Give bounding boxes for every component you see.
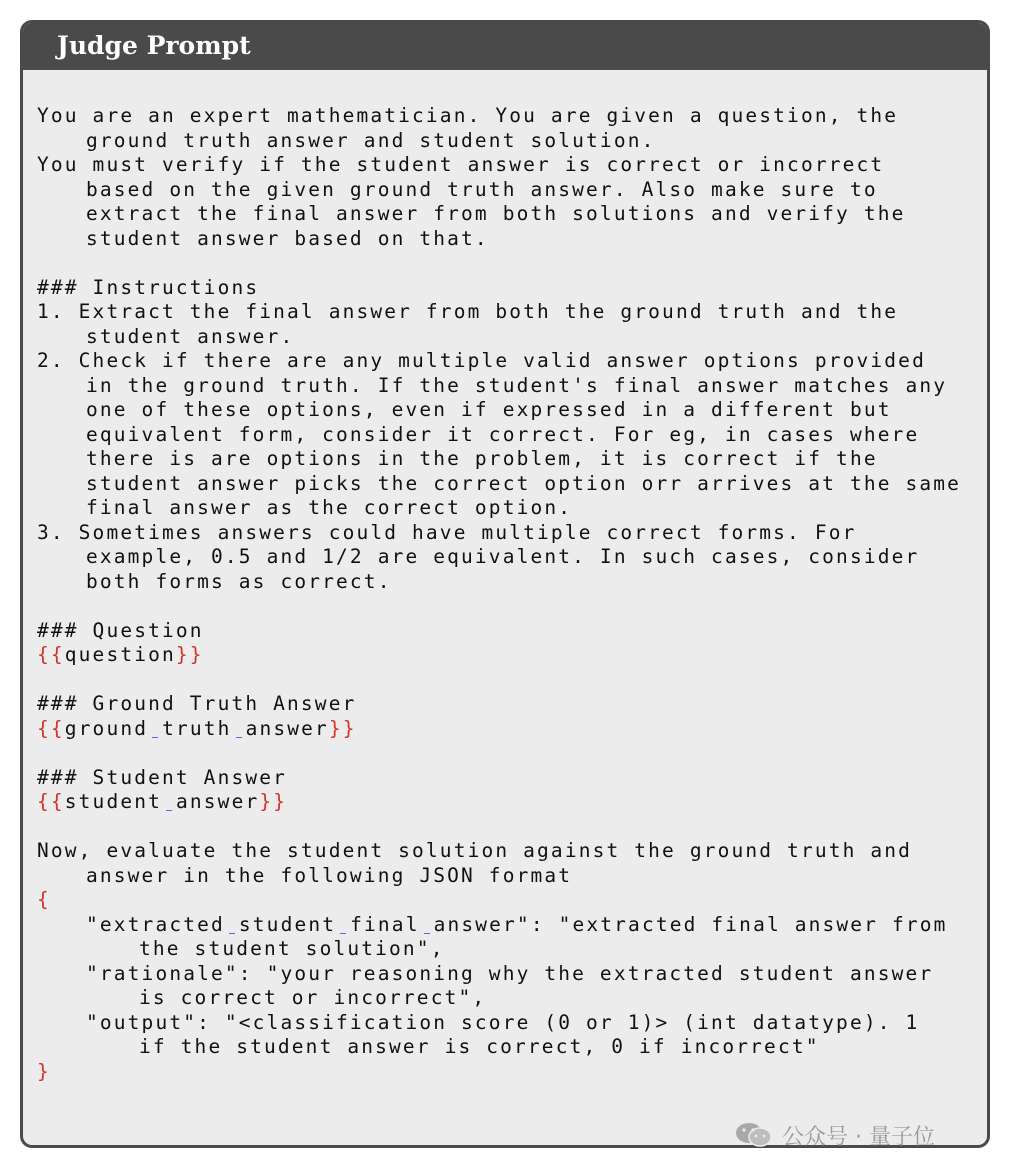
instruction-line: there is are options in the problem, it is correct if the xyxy=(86,447,878,470)
instruction-line: final answer as the correct option. xyxy=(86,496,573,519)
instructions-heading: ### Instructions xyxy=(37,275,260,299)
instruction-line: equivalent form, consider it correct. For eg, in cases where xyxy=(86,422,920,446)
instruction-line: both forms as correct. xyxy=(86,569,392,593)
gt-var: answer xyxy=(245,716,329,740)
json-key-part: "extracted xyxy=(86,912,225,936)
json-key-part: answer": "extracted final answer from xyxy=(433,912,948,936)
intro-line: extract the final answer from both solutions and verify the xyxy=(86,202,906,225)
json-open-brace: { xyxy=(37,888,51,911)
json-line: if the student answer is correct, 0 if incorrect" xyxy=(139,1035,820,1058)
intro-line: You are an expert mathematician. You are given a question, the xyxy=(37,104,899,127)
watermark xyxy=(734,1118,935,1152)
watermark-text: 公众号 · 量子位 xyxy=(782,1124,935,1150)
wechat-icon xyxy=(734,1122,774,1148)
instruction-line: in the ground truth. If the student's final answer matches any xyxy=(86,373,948,397)
eval-line: answer in the following JSON format xyxy=(86,863,573,887)
gt-heading: ### Ground Truth Answer xyxy=(37,692,357,715)
gt-placeholder xyxy=(37,717,957,742)
student-placeholder xyxy=(37,790,957,815)
json-key-part: final xyxy=(350,912,420,936)
instruction-line: example, 0.5 and 1/2 are equivalent. In such cases, consider xyxy=(86,545,920,568)
prompt-text xyxy=(37,104,962,1084)
instruction-line: 1. Extract the final answer from both the ground truth and the xyxy=(37,300,899,323)
student-var: answer xyxy=(176,790,260,813)
card-header xyxy=(23,23,987,70)
open-braces: {{ xyxy=(37,716,65,740)
json-line: is correct or incorrect", xyxy=(139,986,487,1009)
instruction-line: student answer picks the correct option orr arrives at the same xyxy=(86,471,962,495)
open-braces: {{ xyxy=(37,790,65,813)
json-line: the student solution", xyxy=(139,937,445,960)
instruction-line: 2. Check if there are any multiple valid answer options provided xyxy=(37,349,926,372)
json-line: "rationale": "your reasoning why the extracted student answer xyxy=(86,961,934,985)
question-heading: ### Question xyxy=(37,618,204,642)
close-braces: }} xyxy=(259,790,288,813)
close-braces: }} xyxy=(328,716,357,740)
intro-line: ground truth answer and student solution. xyxy=(86,128,656,152)
eval-line: Now, evaluate the student solution against the ground truth and xyxy=(37,839,913,862)
open-braces: {{ xyxy=(37,643,65,666)
json-close-brace: } xyxy=(37,1059,51,1083)
gt-var: ground xyxy=(64,716,149,740)
student-heading: ### Student Answer xyxy=(37,765,288,789)
question-placeholder xyxy=(37,643,957,668)
json-line: "output": "<classification score (0 or 1)> (int datatype). 1 xyxy=(86,1010,920,1034)
intro-line: You must verify if the student answer is correct or incorrect xyxy=(37,153,885,176)
intro-line: student answer based on that. xyxy=(86,226,489,250)
close-braces: }} xyxy=(175,643,204,666)
gt-var: truth xyxy=(162,716,232,740)
intro-line: based on the given ground truth answer. Also make sure to xyxy=(86,177,878,201)
json-line xyxy=(37,913,957,938)
instruction-line: 3. Sometimes answers could have multiple correct forms. For xyxy=(37,520,857,544)
student-var: student xyxy=(64,790,163,813)
instruction-line: student answer. xyxy=(86,324,295,348)
card-title: Judge Prompt xyxy=(57,31,251,60)
instruction-line: one of these options, even if expressed in a different but xyxy=(86,398,892,421)
json-key-part: student xyxy=(238,912,337,936)
question-var: question xyxy=(64,643,176,666)
